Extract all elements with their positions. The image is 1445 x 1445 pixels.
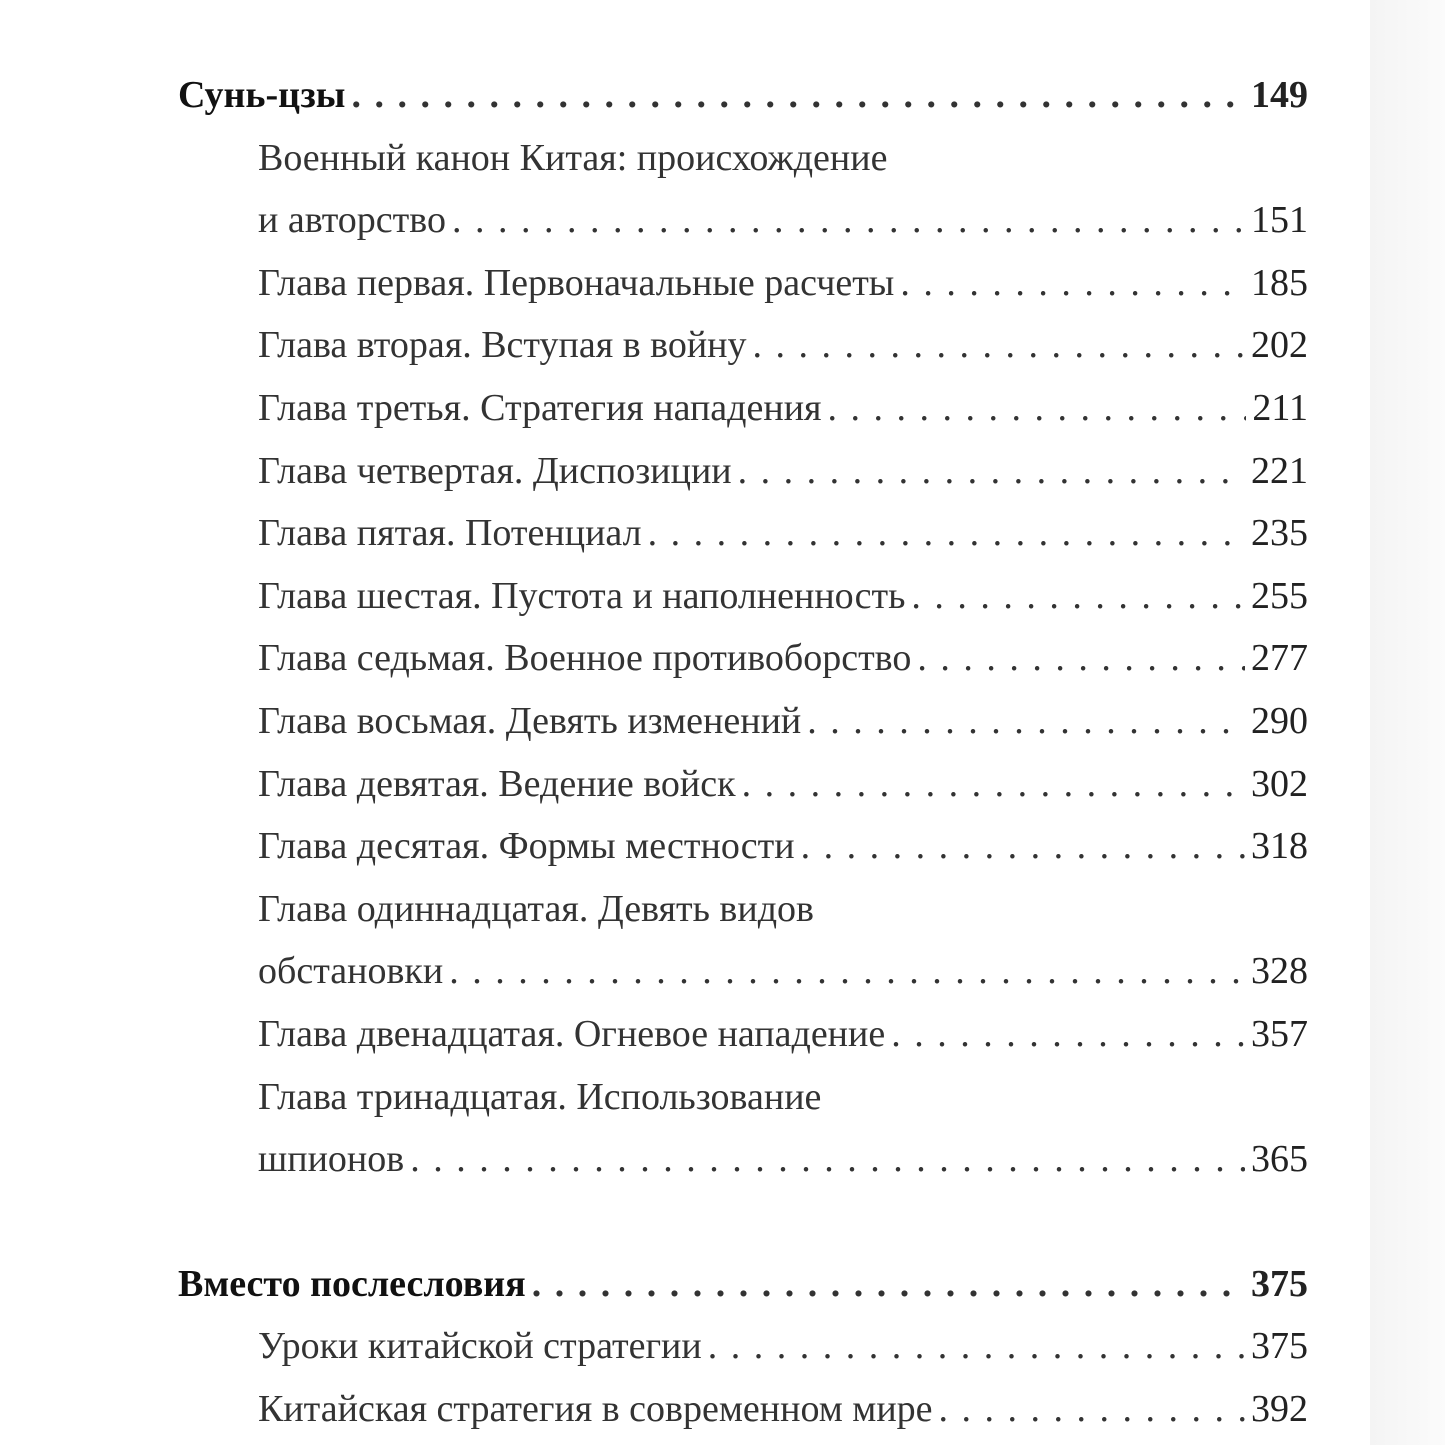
entry-title: Глава одиннадцатая. Девять видов: [258, 887, 814, 930]
entry-title: шпионов: [258, 1138, 405, 1181]
entry-title: Глава десятая. Формы местности: [258, 825, 795, 868]
toc-entry: [178, 440, 1308, 503]
toc-entry: [178, 377, 1308, 440]
page-edge-shadow: [1370, 0, 1445, 1445]
toc-entry: [178, 189, 1308, 252]
toc-entry: [178, 1128, 1308, 1191]
toc-entry-line: [178, 878, 1308, 941]
toc-entry: [178, 940, 1308, 1003]
dot-leader: [807, 690, 1245, 753]
entry-title: и авторство: [258, 199, 446, 242]
entry-title: Военный канон Китая: происхождение: [258, 136, 888, 179]
dot-leader: [351, 64, 1245, 127]
toc-entry: [178, 502, 1308, 565]
entry-title: Глава восьмая. Девять изменений: [258, 699, 802, 742]
entry-title: Глава девятая. Ведение войск: [258, 762, 736, 805]
dot-leader: [911, 565, 1245, 628]
entry-title: Глава двенадцатая. Огневое нападение: [258, 1012, 886, 1055]
page-number: 375: [1251, 1325, 1308, 1368]
page-number: 357: [1251, 1012, 1308, 1055]
page-number: 328: [1251, 950, 1308, 993]
page-number: 392: [1251, 1387, 1308, 1430]
dot-leader: [828, 377, 1247, 440]
section-heading: [178, 64, 1308, 127]
dot-leader: [648, 502, 1245, 565]
toc-entry: [178, 1315, 1308, 1378]
page-number: 365: [1251, 1138, 1308, 1181]
entry-title: Уроки китайской стратегии: [258, 1325, 702, 1368]
page-number: 318: [1251, 825, 1308, 868]
toc-entry: [178, 627, 1308, 690]
entry-title: Глава шестая. Пустота и наполненность: [258, 574, 906, 617]
section-title: Вместо послесловия: [178, 1262, 526, 1305]
toc-entry: [178, 1003, 1308, 1066]
dot-leader: [891, 1003, 1245, 1066]
entry-title: Глава третья. Стратегия нападения: [258, 386, 822, 429]
dot-leader: [410, 1128, 1245, 1191]
table-of-contents: [178, 64, 1308, 1440]
section-heading: [178, 1253, 1308, 1316]
dot-leader: [742, 753, 1245, 816]
page-number: 375: [1251, 1262, 1308, 1305]
section-title: Сунь-цзы: [178, 74, 346, 116]
dot-leader: [452, 189, 1245, 252]
page-number: 149: [1251, 74, 1308, 116]
dot-leader: [900, 252, 1245, 315]
page-number: 302: [1251, 762, 1308, 805]
entry-title: Китайская стратегия в современном мире: [258, 1387, 933, 1430]
dot-leader: [753, 314, 1246, 377]
entry-title: Глава тринадцатая. Использование: [258, 1075, 822, 1118]
page-number: 255: [1251, 574, 1308, 617]
entry-title: обстановки: [258, 950, 444, 993]
section-spacer: [178, 1191, 1308, 1253]
toc-entry-line: [178, 1066, 1308, 1129]
page-number: 277: [1251, 637, 1308, 680]
toc-entry: [178, 565, 1308, 628]
toc-entry-line: [178, 127, 1308, 190]
dot-leader: [738, 440, 1245, 503]
page-number: 235: [1251, 512, 1308, 555]
toc-entry: [178, 252, 1308, 315]
toc-entry: [178, 1378, 1308, 1441]
entry-title: Глава четвертая. Диспозиции: [258, 449, 732, 492]
toc-entry: [178, 690, 1308, 753]
toc-entry: [178, 753, 1308, 816]
page-number: 290: [1251, 699, 1308, 742]
dot-leader: [801, 815, 1245, 878]
entry-title: Глава вторая. Вступая в войну: [258, 324, 747, 367]
dot-leader: [939, 1378, 1245, 1441]
dot-leader: [708, 1315, 1245, 1378]
dot-leader: [532, 1253, 1245, 1316]
dot-leader: [449, 940, 1245, 1003]
toc-entry: [178, 314, 1308, 377]
entry-title: Глава первая. Первоначальные расчеты: [258, 261, 895, 304]
entry-title: Глава пятая. Потенциал: [258, 512, 642, 555]
page-number: 185: [1251, 261, 1308, 304]
toc-entry: [178, 815, 1308, 878]
dot-leader: [917, 627, 1245, 690]
entry-title: Глава седьмая. Военное противоборство: [258, 637, 912, 680]
page-number: 221: [1251, 449, 1308, 492]
page-number: 211: [1252, 386, 1308, 429]
page-number: 202: [1251, 324, 1308, 367]
page-number: 151: [1251, 199, 1308, 242]
